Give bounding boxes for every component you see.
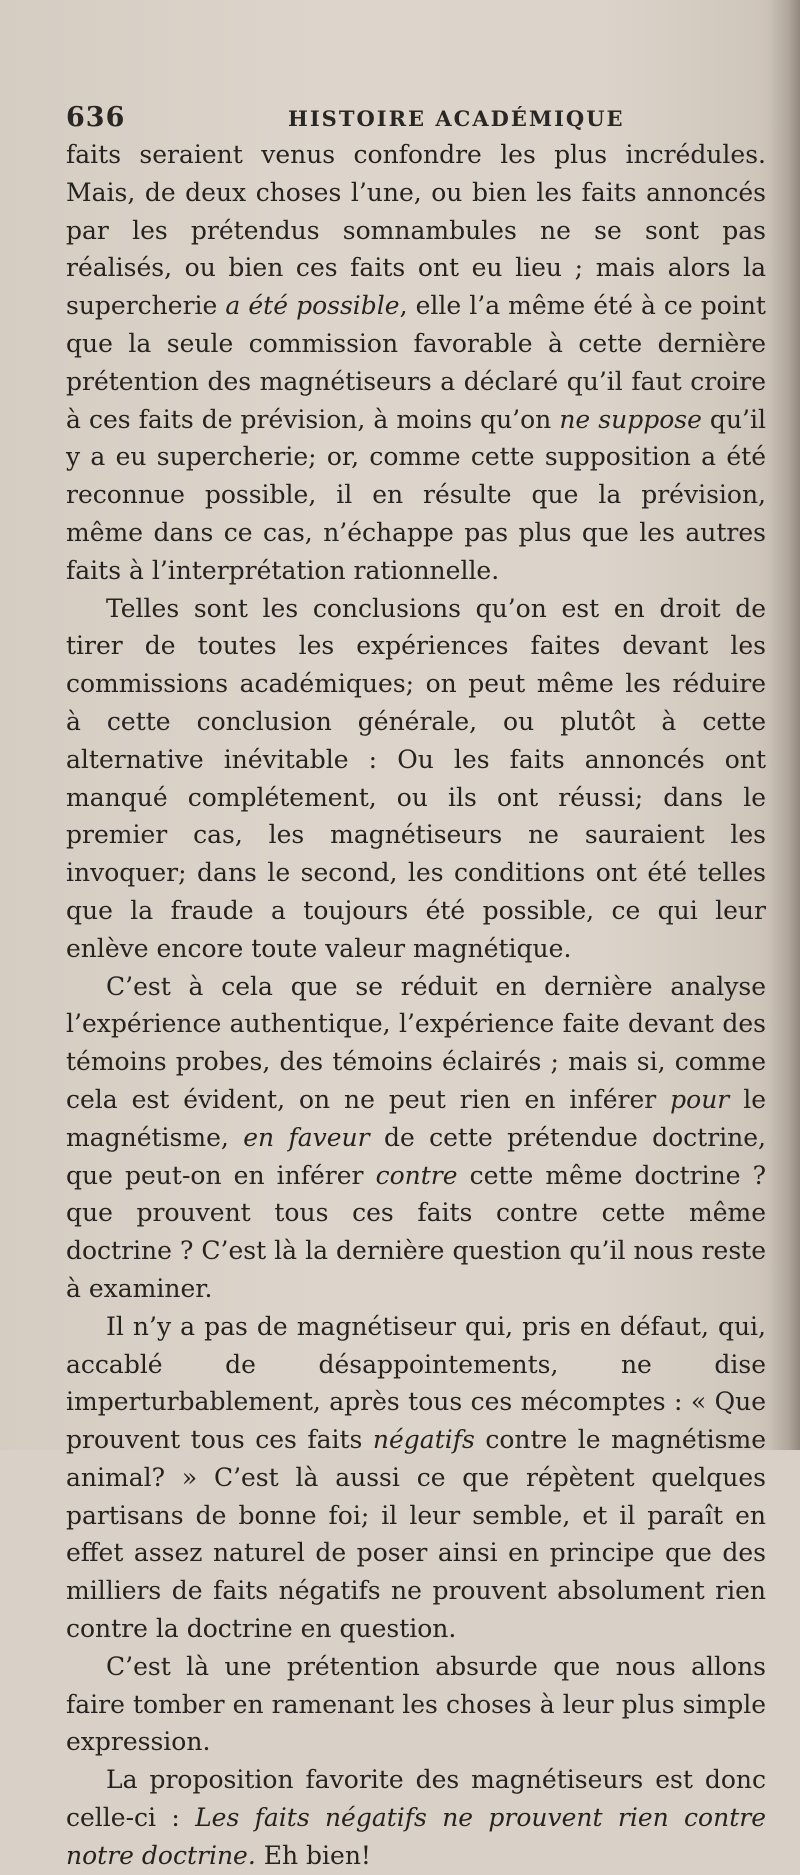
page-number: 636 xyxy=(66,102,126,133)
italic-run: en faveur xyxy=(243,1122,370,1152)
page-header xyxy=(66,100,766,136)
italic-run: négatifs xyxy=(372,1425,475,1455)
italic-run: contre xyxy=(375,1160,458,1190)
italic-run: Les faits négatifs ne prouvent rien contre notre doctrine. xyxy=(66,1803,766,1870)
paragraph-6 xyxy=(66,1761,766,1874)
paragraph-4 xyxy=(66,1308,766,1648)
text-run: La proposition favorite des magnétiseurs est donc celle-ci : xyxy=(66,1765,766,1833)
text-run: le magnétisme, xyxy=(66,1084,766,1152)
paragraph-2 xyxy=(66,590,766,968)
italic-run: pour xyxy=(670,1084,730,1114)
paragraph-5 xyxy=(66,1648,766,1761)
text-run: faits seraient venus confondre les plus incrédules. Mais, de deux choses l’une, ou bien les faits annoncés par les prétendus somnambules ne se sont pas réalisés, ou bien ces faits ont eu lieu ; mais alors la supercherie xyxy=(66,140,766,321)
italic-run: a été possible xyxy=(225,291,400,321)
text-run: Telles sont les conclusions qu’on est en droit de tirer de toutes les expériences faites devant les commissions académiques; on peut même les réduire à cette conclusion générale, ou plutôt à cette alternative inévitable : Ou les faits annoncés ont manqué complétement, ou ils ont réussi; dans le premier cas, les magnétiseurs ne sauraient les invoquer; dans le second, les conditions ont été telles que la fraude a toujours été possible, ce qui leur enlève encore toute valeur magnétique. xyxy=(66,593,766,963)
italic-run: ne suppose xyxy=(559,404,702,434)
text-run: C’est à cela que se réduit en dernière analyse l’expérience authentique, l’expérience faite devant des témoins probes, des témoins éclairés ; mais si, comme cela est évident, on ne peut rien en inférer xyxy=(66,971,766,1114)
text-run: qu’il y a eu supercherie; or, comme cette supposition a été reconnue possible, il en résulte que la prévision, même dans ce cas, n’échappe pas plus que les autres faits à l’interprétation rationnelle. xyxy=(66,404,766,585)
text-run: Il n’y a pas de magnétiseur qui, pris en défaut, qui, accablé de désappointements, ne dise imperturbablement, après tous ces mécomptes : « Que prouvent tous ces faits xyxy=(66,1311,766,1455)
text-run: C’est là une prétention absurde que nous allons faire tomber en ramenant les choses à leur plus simple expression. xyxy=(66,1651,766,1757)
page-edge-shadow xyxy=(770,0,800,1450)
text-run: de cette prétendue doctrine, que peut-on en inférer xyxy=(66,1122,766,1190)
text-run: , elle l’a même été à ce point que la seule commission favorable à cette dernière prétention des magnétiseurs a déclaré qu’il faut croire à ces faits de prévision, à moins qu’on xyxy=(66,291,766,434)
text-run: contre le magnétisme animal? » C’est là aussi ce que répètent quelques partisans de bonne foi; il leur semble, et il paraît en effet assez naturel de poser ainsi en principe que des milliers de faits négatifs ne prouvent absolument rien contre la doctrine en question. xyxy=(66,1425,766,1644)
body-text xyxy=(66,136,766,1875)
text-run: Eh bien! xyxy=(255,1840,371,1870)
paragraph-3 xyxy=(66,968,766,1308)
running-title: HISTOIRE ACADÉMIQUE xyxy=(288,106,625,131)
text-run: cette même doctrine ? que prouvent tous ces faits contre cette même doctrine ? C’est là la dernière question qu’il nous reste à examiner. xyxy=(66,1160,766,1303)
paragraph-1 xyxy=(66,136,766,590)
